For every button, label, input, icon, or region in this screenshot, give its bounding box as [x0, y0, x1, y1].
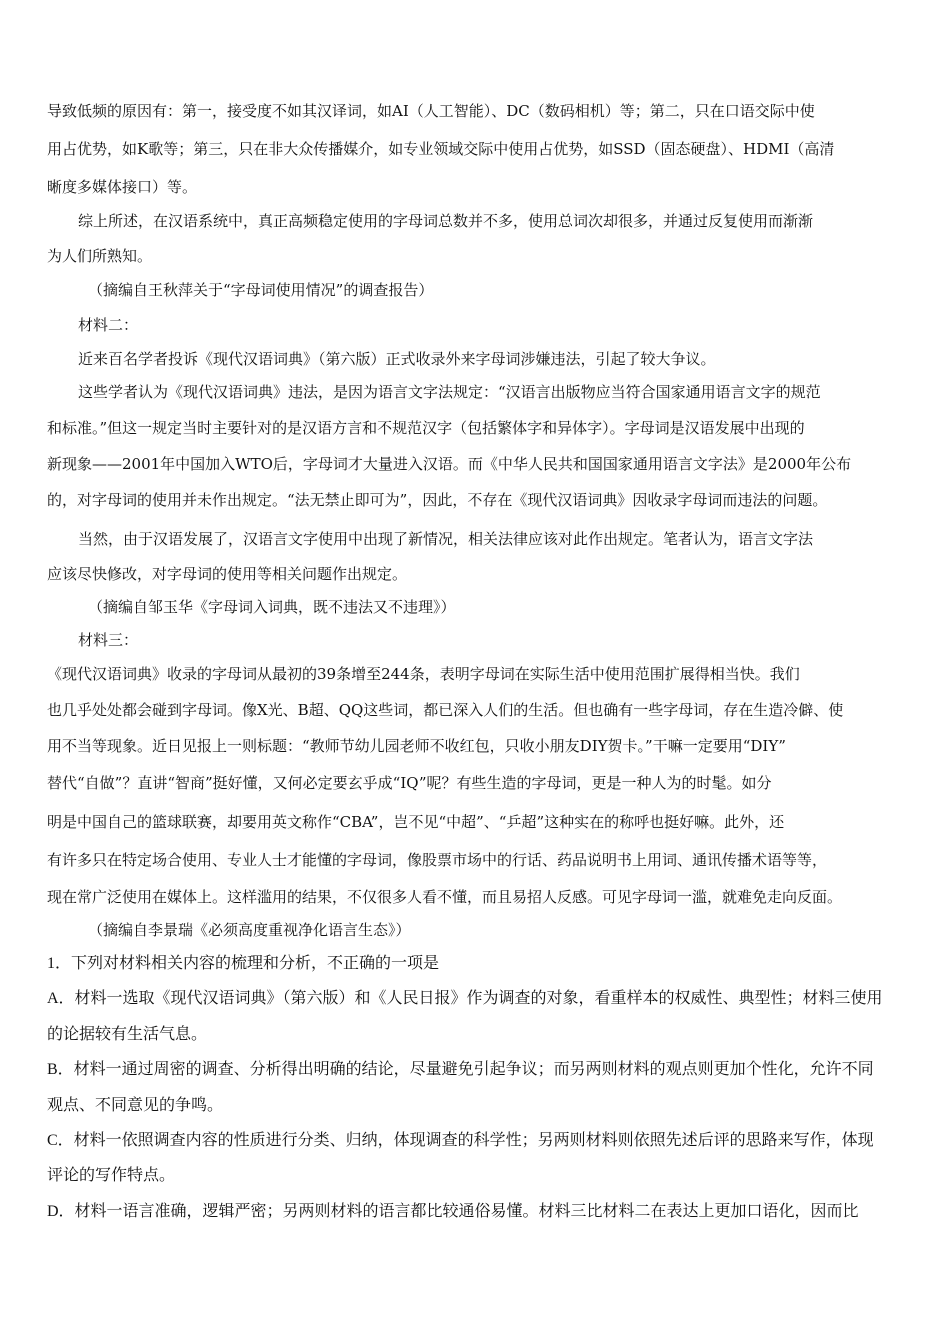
text-line: 有许多只在特定场合使用、专业人士才能懂的字母词，像股票市场中的行话、药品说明书上用词、通讯传播术语等等， [47, 851, 828, 869]
text-line: 晰度多媒体接口）等。 [47, 178, 198, 196]
option-b-cont: 观点、不同意见的争鸣。 [47, 1097, 224, 1114]
text-line: 现在常广泛使用在媒体上。这样滥用的结果，不仅很多人看不懂，而且易招人反感。可见字母词一滥，就难免走向反面。 [47, 888, 843, 906]
text-line: 导致低频的原因有：第一，接受度不如其汉译词，如AI（人工智能）、DC（数码相机）等；第二，只在口语交际中使 [47, 102, 815, 120]
text-line: 这些学者认为《现代汉语词典》违法，是因为语言文字法规定：“汉语言出版物应当符合国家通用语言文字的规范 [78, 383, 821, 401]
text-line: 用占优势，如K歌等；第三，只在非大众传播媒介，如专业领域交际中使用占优势，如SSD（固态硬盘）、HDMI（高清 [47, 140, 835, 158]
option-d: D．材料一语言准确，逻辑严密；另两则材料的语言都比较通俗易懂。材料三比材料二在表达上更加口语化，因而比 [47, 1203, 859, 1220]
question-stem: 1．下列对材料相关内容的梳理和分析，不正确的一项是 [47, 955, 440, 972]
text-line: 替代“自做”？直讲“智商”挺好懂，又何必定要玄乎成“IQ”呢？有些生造的字母词，更是一种人为的时髦。如分 [47, 774, 772, 792]
text-line: 新现象——2001年中国加入WTO后，字母词才大量进入汉语。而《中华人民共和国国家通用语言文字法》是2000年公布 [47, 455, 852, 473]
option-c-cont: 评论的写作特点。 [47, 1167, 176, 1184]
text-line: 用不当等现象。近日见报上一则标题：“教师节幼儿园老师不收红包，只收小朋友DIY贺卡。”干嘛一定要用“DIY” [47, 737, 786, 755]
text-line: 近来百名学者投诉《现代汉语词典》（第六版）正式收录外来字母词涉嫌违法，引起了较大争议。 [78, 350, 716, 368]
text-line: 《现代汉语词典》收录的字母词从最初的39条增至244条，表明字母词在实际生活中使用范围扩展得相当快。我们 [47, 665, 800, 683]
option-c: C．材料一依照调查内容的性质进行分类、归纳，体现调查的科学性；另两则材料则依照先述后评的思路来写作，体现 [47, 1132, 874, 1149]
text-line: 明是中国自己的篮球联赛，却要用英文称作“CBA”，岂不见“中超”、“乒超”这种实在的称呼也挺好嘛。此外，还 [47, 813, 785, 831]
text-line: 应该尽快修改，对字母词的使用等相关问题作出规定。 [47, 565, 408, 583]
text-line: 和标准。”但这一规定当时主要针对的是汉语方言和不规范汉字（包括繁体字和异体字）。字母词是汉语发展中出现的 [47, 419, 805, 437]
option-a-cont: 的论据较有生活气息。 [47, 1026, 208, 1043]
source-note: （摘编自李景瑞《必须高度重视净化语言生态》） [88, 921, 411, 939]
material-heading: 材料三： [78, 631, 139, 649]
source-note: （摘编自王秋萍关于“字母词使用情况”的调查报告） [88, 281, 434, 299]
text-line: 为人们所熟知。 [47, 247, 153, 265]
source-note: （摘编自邹玉华《字母词入词典，既不违法又不违理》） [88, 598, 456, 616]
text-line: 的，对字母词的使用并未作出规定。“法无禁止即可为”，因此，不存在《现代汉语词典》因收录字母词而违法的问题。 [47, 491, 828, 509]
material-heading: 材料二： [78, 316, 139, 334]
text-line: 综上所述，在汉语系统中，真正高频稳定使用的字母词总数并不多，使用总词次却很多，并通过反复使用而渐渐 [78, 212, 814, 230]
text-line: 也几乎处处都会碰到字母词。像X光、B超、QQ这些词，都已深入人们的生活。但也确有一些字母词，存在生造冷僻、使 [47, 701, 844, 719]
option-a: A．材料一选取《现代汉语词典》（第六版）和《人民日报》作为调查的对象，看重样本的权威性、典型性；材料三使用 [47, 990, 883, 1007]
option-b: B．材料一通过周密的调查、分析得出明确的结论，尽量避免引起争议；而另两则材料的观点则更加个性化，允许不同 [47, 1061, 874, 1078]
text-line: 当然，由于汉语发展了，汉语言文字使用中出现了新情况，相关法律应该对此作出规定。笔者认为，语言文字法 [78, 530, 814, 548]
